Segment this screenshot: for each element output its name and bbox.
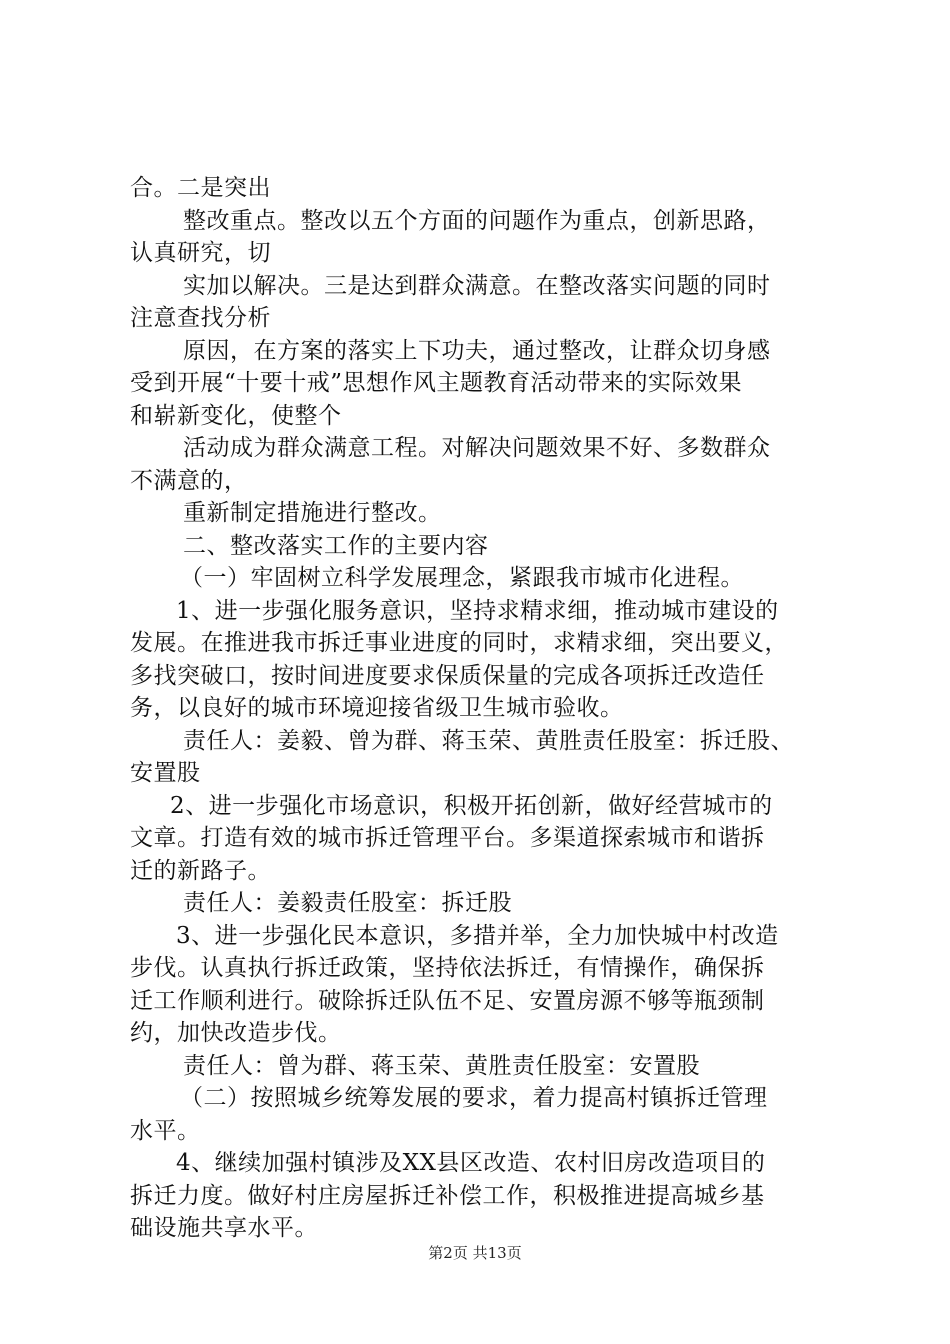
text-line: 4、继续加强村镇涉及XX县区改造、农村旧房改造项目的 (176, 1150, 766, 1176)
text-line: 务，以良好的城市环境迎接省级卫生城市验收。 (130, 695, 624, 721)
section-heading: 二、整改落实工作的主要内容 (183, 532, 489, 559)
text-line: 安置股 (130, 760, 201, 786)
text-line: 原因，在方案的落实上下功夫，通过整改，让群众切身感 (183, 337, 771, 364)
text-line: 受到开展“十要十戒”思想作风主题教育活动带来的实际效果 (130, 370, 743, 396)
text-line: 认真研究，切 (130, 240, 271, 266)
text-line: 水平。 (130, 1117, 201, 1144)
subsection-heading: （一）牢固树立科学发展理念，紧跟我市城市化进程。 (180, 565, 744, 591)
text-line: 重新制定措施进行整改。 (183, 500, 442, 526)
subsection-heading: （二）按照城乡统筹发展的要求，着力提高村镇拆迁管理 (180, 1085, 768, 1111)
document-body (130, 172, 835, 1245)
text-line: 迁的新路子。 (130, 857, 271, 884)
text-line: 3、进一步强化民本意识，多措并举，全力加快城中村改造 (176, 922, 779, 949)
text-line: 不满意的， (130, 467, 248, 494)
text-line: 合。二是突出 (130, 175, 271, 201)
text-line: 整改重点。整改以五个方面的问题作为重点，创新思路， (183, 207, 771, 234)
text-line: 责任人：姜毅、曾为群、蒋玉荣、黄胜责任股室：拆迁股、 (183, 727, 794, 754)
text-line: 文章。打造有效的城市拆迁管理平台。多渠道探索城市和谐拆 (130, 825, 765, 851)
text-line: 活动成为群众满意工程。对解决问题效果不好、多数群众 (183, 435, 771, 461)
text-line: 1、进一步强化服务意识，坚持求精求细，推动城市建设的 (176, 597, 779, 624)
text-line: 迁工作顺利进行。破除拆迁队伍不足、安置房源不够等瓶颈制 (130, 987, 765, 1014)
text-line: 2、进一步强化市场意识，积极开拓创新，做好经营城市的 (170, 792, 773, 819)
text-line: 责任人：姜毅责任股室：拆迁股 (183, 890, 512, 916)
page-number-footer: 第2页 共13页 (428, 1244, 522, 1262)
text-line: 约，加快改造步伐。 (130, 1020, 342, 1046)
text-line: 多找突破口，按时间进度要求保质保量的完成各项拆迁改造任 (130, 662, 765, 689)
text-line: 责任人：曾为群、蒋玉荣、黄胜责任股室：安置股 (183, 1052, 700, 1079)
text-line: 实加以解决。三是达到群众满意。在整改落实问题的同时 (183, 272, 771, 299)
text-line: 和崭新变化，使整个 (130, 402, 342, 429)
text-line: 础设施共享水平。 (130, 1215, 318, 1241)
text-line: 注意查找分析 (130, 305, 271, 331)
text-line: 拆迁力度。做好村庄房屋拆迁补偿工作，积极推进提高城乡基 (130, 1182, 765, 1209)
text-line: 步伐。认真执行拆迁政策，坚持依法拆迁，有情操作，确保拆 (130, 955, 765, 981)
text-line: 发展。在推进我市拆迁事业进度的同时，求精求细，突出要义， (130, 630, 788, 656)
